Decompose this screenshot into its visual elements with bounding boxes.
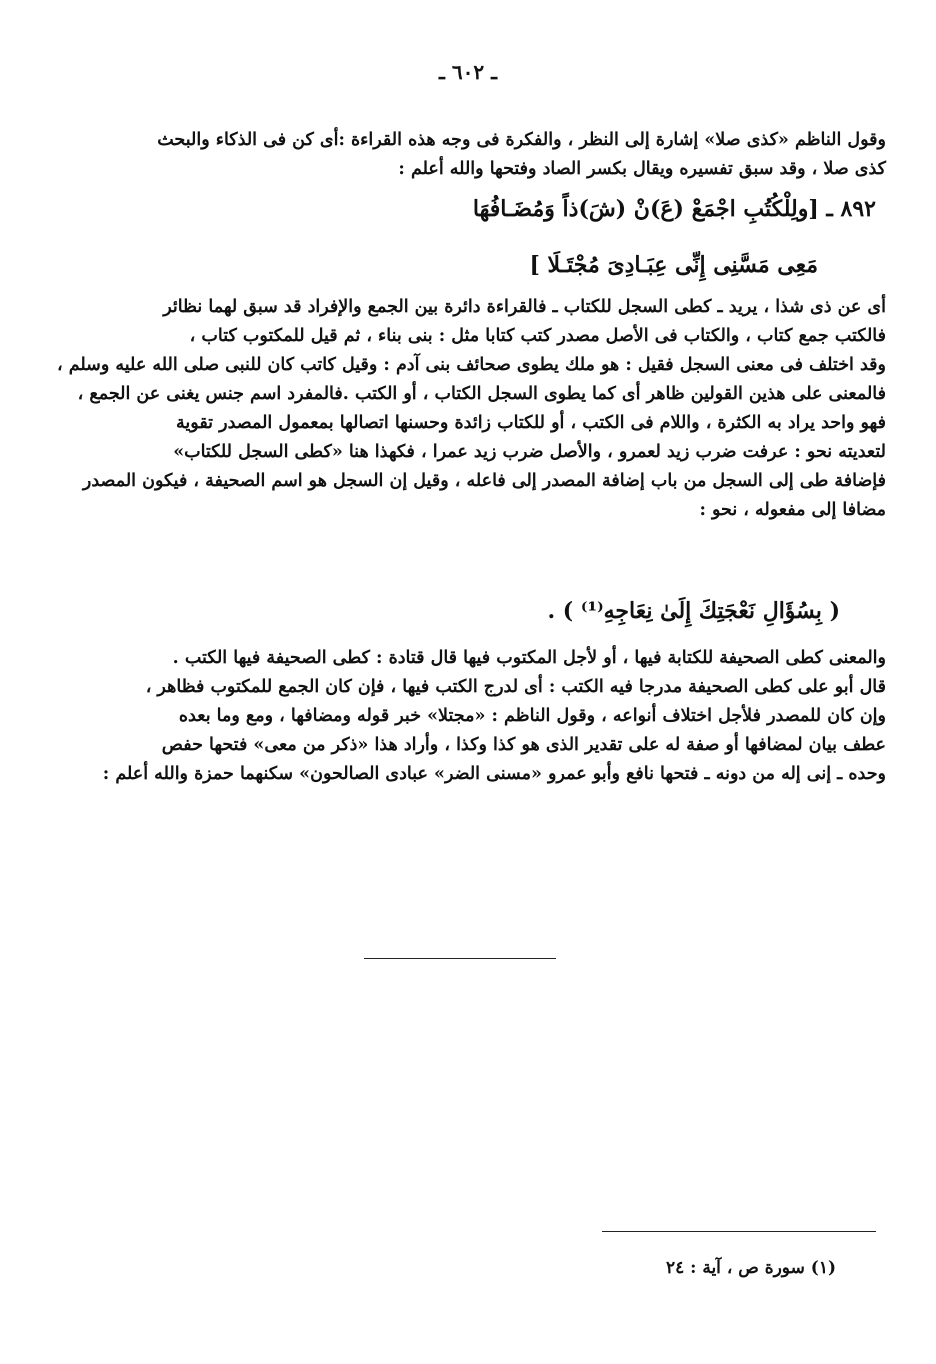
footnote-rule (602, 1231, 876, 1232)
text-line: والمعنى كطى الصحيفة للكتابة فيها ، أو لأجل المكتوب فيها قال قتادة : كطى الصحيفة فيها الكتب . (172, 648, 886, 668)
text-line: مضافا إلى مفعوله ، نحو : (699, 500, 886, 520)
text-line: كذى صلا ، وقد سبق تفسيره ويقال بكسر الصاد وفتحها والله أعلم : (398, 159, 886, 179)
verse-line-1: ٨٩٢ ـ [ولِلْكُتُبِ اجْمَعْ (عَ)نْ (شَ)ذاً وَمُضَـافُهَا (472, 196, 876, 222)
text-line: فالكتب جمع كتاب ، والكتاب فى الأصل مصدر كتب كتابا مثل : بنى بناء ، ثم قيل للمكتوب كتاب ، (189, 326, 886, 346)
text-line: وحده ـ إنى إله من دونه ـ فتحها نافع وأبو عمرو «مسنى الضر» عبادى الصالحون» سكنهما حمزة والله أعلم : (102, 764, 886, 784)
text-line: وإن كان للمصدر فلأجل اختلاف أنواعه ، وقول الناظم : «مجتلا» خبر قوله ومضافها ، ومع وما بعده (178, 706, 886, 726)
text-line: أى عن ذى شذا ، يريد ـ كطى السجل للكتاب ـ فالقراءة دائرة بين الجمع والإفراد قد سبق لهما نظائر (163, 297, 886, 317)
text-line: وقول الناظم «كذى صلا» إشارة إلى النظر ، والفكرة فى وجه هذه القراءة :أى كن فى الذكاء والبحث (157, 130, 886, 150)
paragraph-1 (44, 126, 886, 184)
footnote: (١) سورة ص ، آية : ٢٤ (665, 1258, 836, 1278)
text-line: فالمعنى على هذين القولين ظاهر أى كما يطوى السجل الكتاب ، أو الكتب .فالمفرد اسم جنس يغنى عن الجمع ، (77, 384, 886, 404)
text-line: فهو واحد يراد به الكثرة ، واللام فى الكتب ، أو للكتاب زائدة وحسنها اتصالها بمعمول المصدر تقوية (176, 413, 886, 433)
paragraph-3 (44, 644, 886, 789)
verse-line-2: مَعِى مَسَّنِى إِنِّى عِبَـادِىَ مُجْتَـلَا ] (529, 252, 818, 278)
quran-quote: ( بِسُؤَالِ نَعْجَتِكَ إِلَىٰ نِعَاجِهِ⁽¹⁾ ) . (547, 598, 840, 624)
section-divider (364, 958, 556, 959)
text-line: قال أبو على كطى الصحيفة مدرجا فيه الكتب : أى لدرج الكتب فيها ، فإن كان الجمع للمكتوب فظاهر ، (145, 677, 886, 697)
page-number: ـ ٦٠٢ ـ (439, 60, 497, 84)
text-line: لتعديته نحو : عرفت ضرب زيد لعمرو ، والأصل ضرب زيد عمرا ، فكهذا هنا «كطى السجل للكتاب» (173, 442, 886, 462)
text-line: فإضافة طى إلى السجل من باب إضافة المصدر إلى فاعله ، وقيل إن السجل هو اسم الصحيفة ، فيكون المصدر (82, 471, 886, 491)
paragraph-2 (44, 293, 886, 525)
text-line: عطف بيان لمضافها أو صفة له على تقدير الذى هو كذا وكذا ، وأراد هذا «ذكر من معى» فتحها حفص (161, 735, 886, 755)
text-line: وقد اختلف فى معنى السجل فقيل : هو ملك يطوى صحائف بنى آدم : وقيل كاتب كان للنبى صلى الله عليه وسلم ، (57, 355, 886, 375)
